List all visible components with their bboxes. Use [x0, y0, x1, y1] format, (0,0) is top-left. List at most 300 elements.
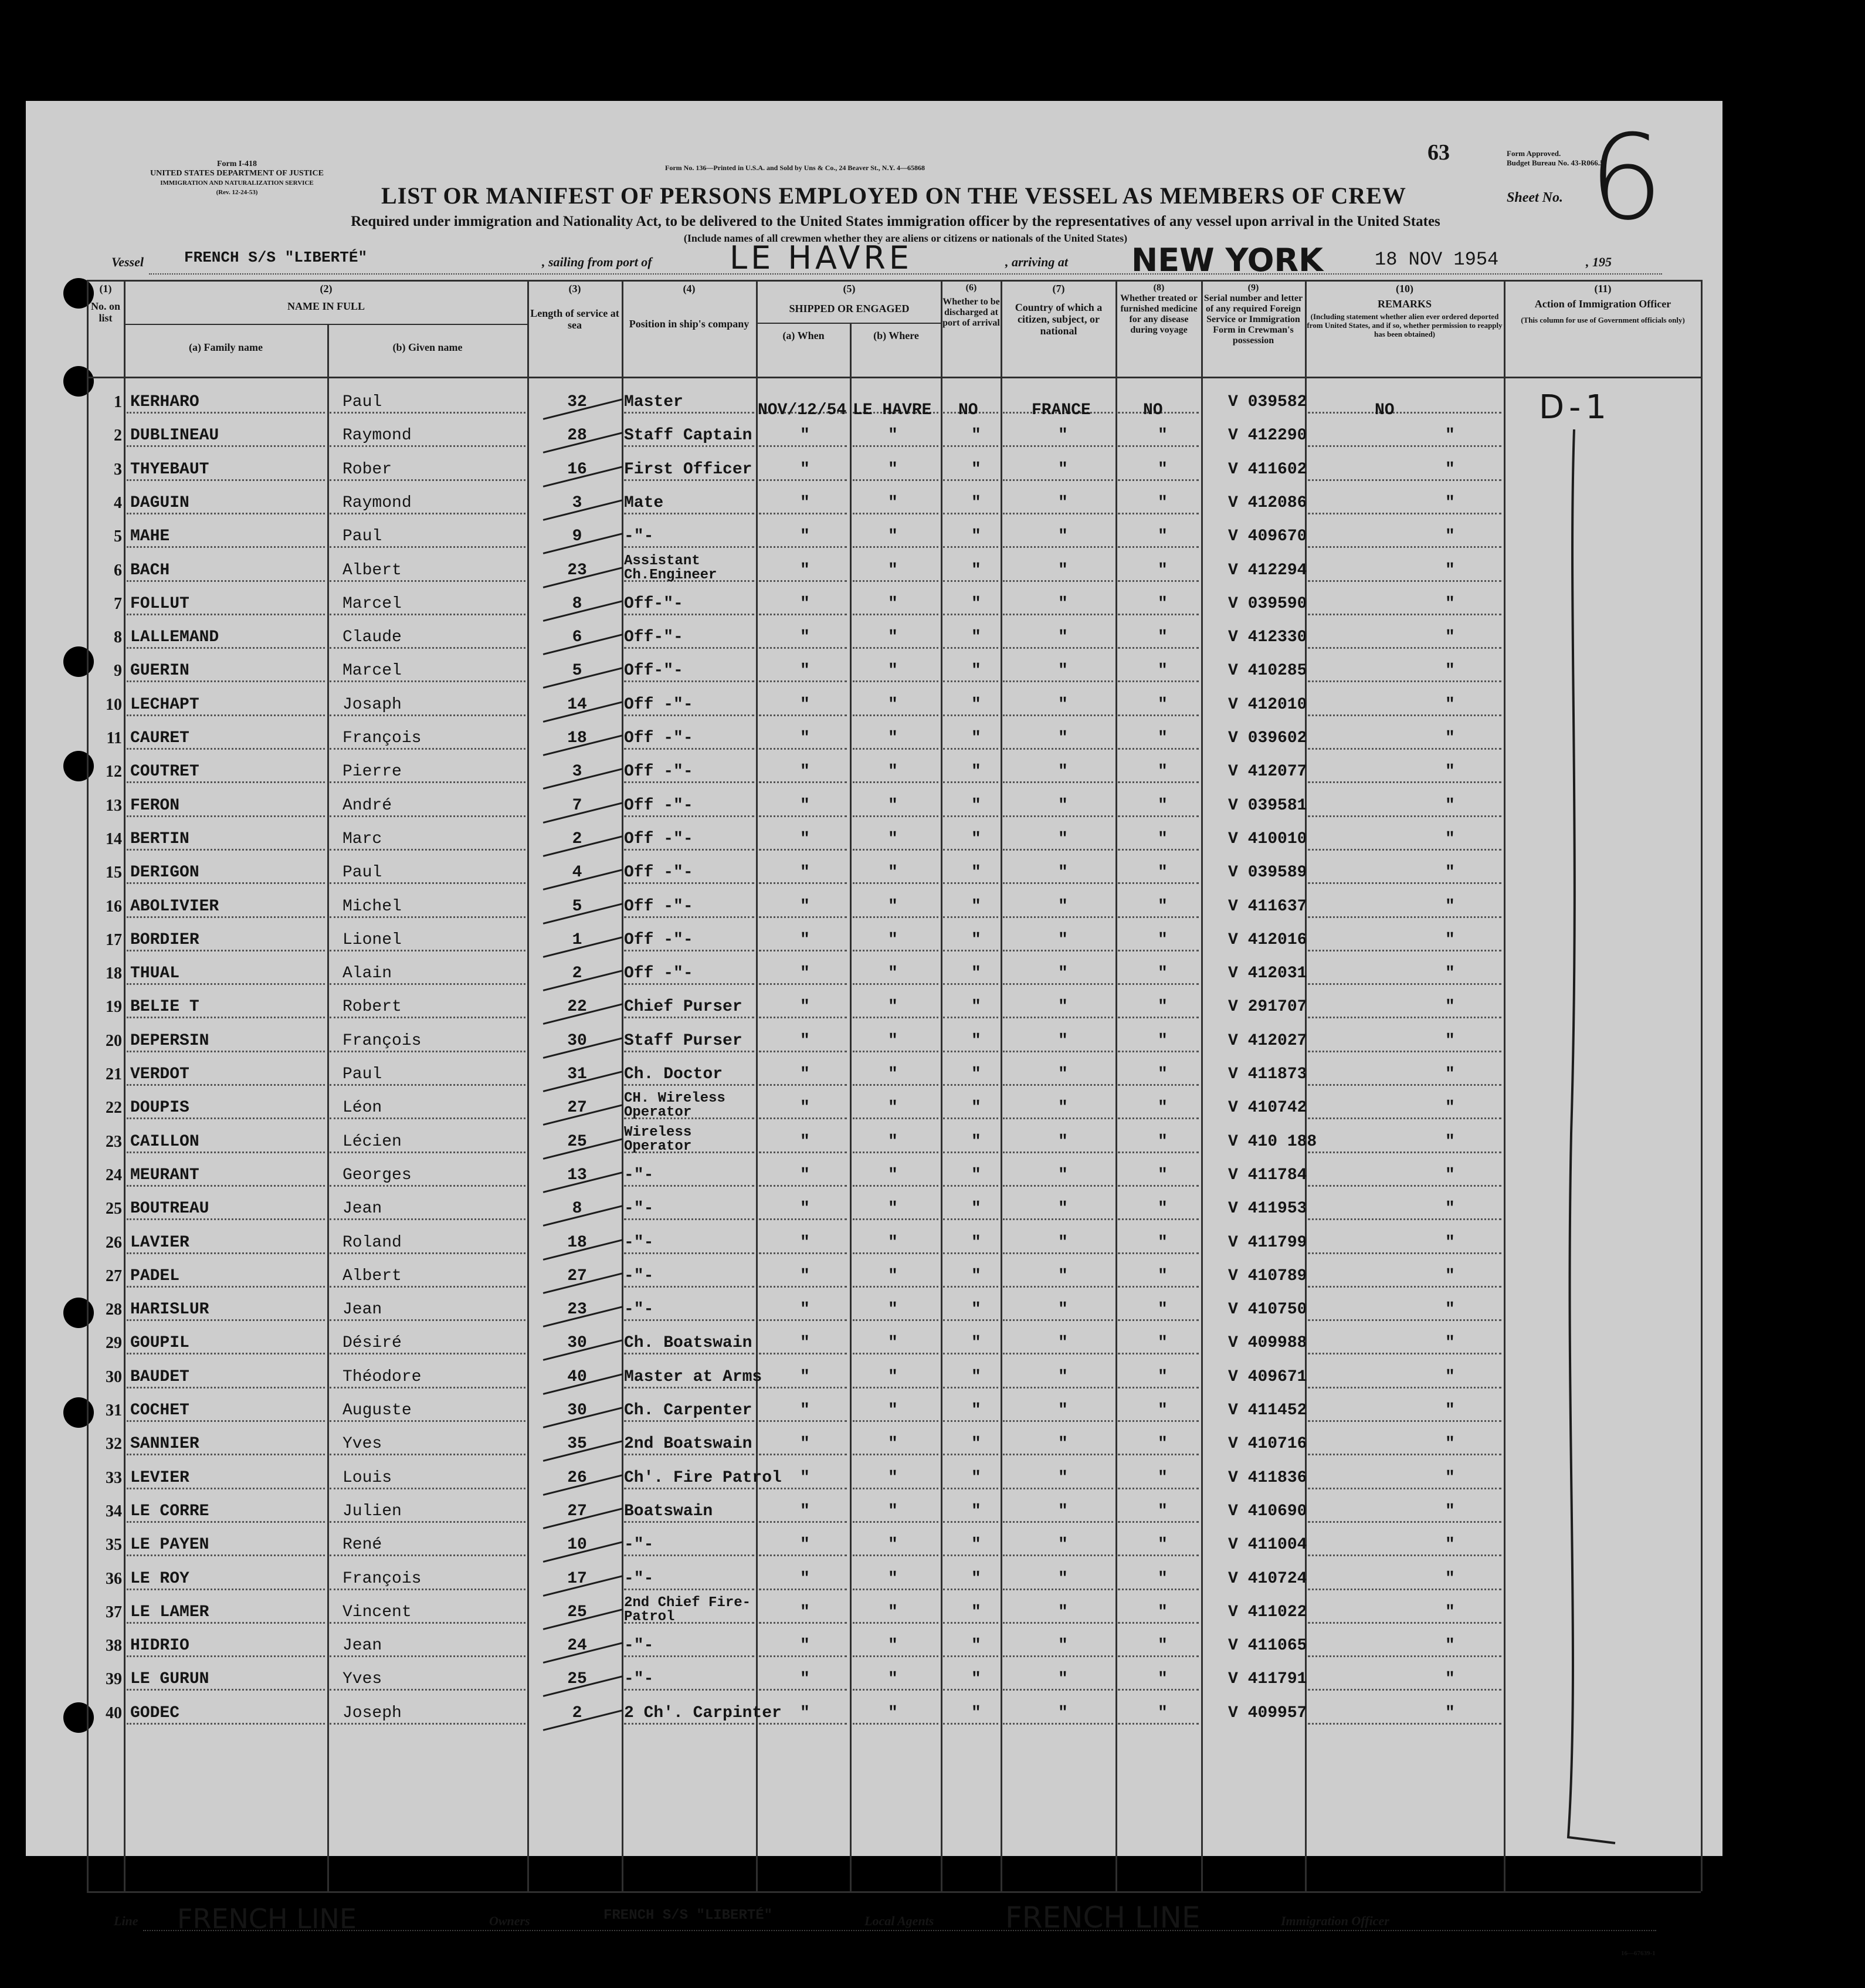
family-name: KERHARO	[130, 393, 199, 411]
given-name: Paul	[343, 863, 382, 882]
row-guide-line	[1118, 950, 1199, 951]
row-guide-line	[759, 882, 847, 884]
row-guide-line	[624, 546, 754, 548]
row-guide-line	[759, 1420, 847, 1422]
ditto-mark: "	[1058, 1670, 1068, 1689]
row-guide-line	[1308, 445, 1501, 447]
given-name: Marcel	[343, 594, 402, 613]
col-title: Whether to be discharged at port of arrival	[942, 297, 1000, 328]
row-guide-line	[127, 882, 325, 884]
table-row	[26, 990, 1722, 1024]
ditto-mark: "	[1058, 1536, 1068, 1554]
col-header-discharged	[942, 283, 1000, 328]
family-name: ABOLIVIER	[130, 897, 219, 916]
serial-number: V 409957	[1228, 1703, 1307, 1722]
given-name: Claude	[343, 628, 402, 647]
row-guide-line	[330, 1521, 525, 1523]
row-guide-line	[330, 680, 525, 682]
row-guide-line	[853, 1454, 938, 1455]
ditto-mark: "	[1445, 493, 1455, 512]
row-guide-line	[624, 983, 754, 985]
ditto-mark: "	[1158, 964, 1168, 983]
row-guide-line	[943, 983, 998, 985]
row-guide-line	[943, 1521, 998, 1523]
row-guide-line	[1118, 580, 1199, 582]
family-name: BERTIN	[130, 829, 189, 848]
row-guide-line	[624, 1589, 754, 1590]
row-number: 23	[106, 1132, 122, 1151]
crew-manifest-document	[26, 101, 1722, 1957]
given-name: Léon	[343, 1099, 382, 1117]
row-guide-line	[759, 983, 847, 985]
ditto-mark: "	[888, 1401, 898, 1420]
ditto-mark: "	[1445, 1603, 1455, 1621]
serial-number: V 411953	[1228, 1200, 1307, 1218]
ditto-mark: "	[1158, 662, 1168, 680]
row-guide-line	[624, 479, 754, 481]
row-guide-line	[1003, 950, 1113, 951]
serial-number: V 412086	[1228, 493, 1307, 512]
ditto-mark: "	[1158, 1301, 1168, 1319]
ditto-mark: "	[1158, 1670, 1168, 1689]
row-guide-line	[759, 1218, 847, 1220]
row-guide-line	[1003, 1319, 1113, 1321]
row-number: 31	[106, 1401, 122, 1420]
row-guide-line	[127, 1084, 325, 1086]
col-header-country	[1002, 283, 1115, 337]
shipped-where-value: LE HAVRE	[853, 401, 932, 419]
table-row	[26, 855, 1722, 889]
ditto-mark: "	[1445, 1031, 1455, 1050]
row-guide-line	[943, 1622, 998, 1624]
row-guide-line	[1308, 1689, 1501, 1691]
ditto-mark: "	[800, 1166, 810, 1184]
row-guide-line	[127, 1185, 325, 1187]
row-guide-line	[759, 580, 847, 582]
family-name: HARISLUR	[130, 1301, 209, 1319]
row-guide-line	[127, 781, 325, 783]
ditto-mark: "	[1445, 1099, 1455, 1117]
ditto-mark: "	[888, 1099, 898, 1117]
row-number: 27	[106, 1266, 122, 1285]
length-of-service: 2	[572, 964, 582, 983]
ditto-mark: "	[1058, 628, 1068, 647]
form-number: Form I-418	[216, 160, 257, 168]
ditto-mark: "	[800, 998, 810, 1017]
row-guide-line	[943, 1387, 998, 1388]
position: Chief Purser	[624, 998, 742, 1017]
family-name: THYEBAUT	[130, 460, 209, 479]
row-guide-line	[759, 781, 847, 783]
row-guide-line	[330, 1117, 525, 1119]
row-guide-line	[943, 1017, 998, 1018]
ditto-mark: "	[1445, 930, 1455, 949]
ditto-mark: "	[971, 1502, 981, 1520]
row-guide-line	[943, 1488, 998, 1489]
row-guide-line	[624, 1387, 754, 1388]
ditto-mark: "	[1445, 964, 1455, 983]
col-header-no	[88, 283, 123, 324]
row-number: 10	[106, 695, 122, 714]
length-of-service: 26	[567, 1468, 587, 1487]
row-guide-line	[330, 815, 525, 817]
row-guide-line	[1308, 412, 1501, 414]
serial-number: V 410690	[1228, 1502, 1307, 1520]
ditto-mark: "	[1158, 1536, 1168, 1554]
given-name: Yves	[343, 1670, 382, 1689]
given-name: Théodore	[343, 1367, 422, 1386]
row-guide-line	[943, 1454, 998, 1455]
row-number: 30	[106, 1367, 122, 1386]
row-guide-line	[853, 1554, 938, 1556]
given-name: Pierre	[343, 763, 402, 781]
row-guide-line	[853, 983, 938, 985]
row-guide-line	[853, 1353, 938, 1354]
row-guide-line	[624, 1488, 754, 1489]
serial-number: V 411784	[1228, 1166, 1307, 1184]
row-guide-line	[1003, 1655, 1113, 1657]
row-guide-line	[1003, 1117, 1113, 1119]
country-value: FRANCE	[1032, 401, 1091, 419]
row-guide-line	[1118, 1017, 1199, 1018]
row-guide-line	[1003, 445, 1113, 447]
ditto-mark: "	[1445, 1569, 1455, 1588]
serial-number: V 410724	[1228, 1569, 1307, 1588]
row-number: 35	[106, 1536, 122, 1554]
ditto-mark: "	[1445, 1536, 1455, 1554]
position: Off -"-	[624, 763, 693, 781]
row-guide-line	[759, 479, 847, 481]
length-of-service: 2	[572, 1703, 582, 1722]
ditto-mark: "	[1445, 796, 1455, 815]
ditto-mark: "	[888, 1200, 898, 1218]
row-number: 32	[106, 1435, 122, 1454]
arriving-label: , arriving at	[1005, 255, 1068, 269]
ditto-mark: "	[888, 763, 898, 781]
row-guide-line	[943, 647, 998, 649]
ditto-mark: "	[971, 1401, 981, 1420]
family-name: LAVIER	[130, 1233, 189, 1252]
ditto-mark: "	[1058, 930, 1068, 949]
table-row	[26, 653, 1722, 687]
given-name: Julien	[343, 1502, 402, 1520]
ditto-mark: "	[1445, 998, 1455, 1017]
col-header-remarks	[1307, 283, 1503, 338]
ditto-mark: "	[971, 426, 981, 445]
shipped-subheader-rule	[756, 323, 941, 324]
family-name: LE ROY	[130, 1569, 189, 1588]
row-guide-line	[943, 1051, 998, 1052]
row-guide-line	[943, 1589, 998, 1590]
row-number: 11	[106, 729, 122, 747]
ditto-mark: "	[800, 1233, 810, 1252]
row-guide-line	[127, 1420, 325, 1422]
footer-underline	[143, 1930, 1656, 1931]
ditto-mark: "	[971, 1367, 981, 1386]
ditto-mark: "	[800, 1065, 810, 1083]
position: Master	[624, 393, 683, 411]
table-row	[26, 1662, 1722, 1696]
row-guide-line	[1308, 479, 1501, 481]
ditto-mark: "	[1158, 1367, 1168, 1386]
action-bracket-mark	[1551, 429, 1621, 1872]
ditto-mark: "	[971, 1301, 981, 1319]
row-guide-line	[853, 1488, 938, 1489]
ditto-mark: "	[1158, 897, 1168, 916]
row-guide-line	[1003, 882, 1113, 884]
row-guide-line	[624, 614, 754, 615]
given-name: Vincent	[343, 1603, 412, 1621]
ditto-mark: "	[971, 863, 981, 882]
row-guide-line	[127, 1554, 325, 1556]
length-of-service: 30	[567, 1401, 587, 1420]
row-guide-line	[759, 1051, 847, 1052]
owners-label: Owners	[489, 1914, 530, 1928]
row-guide-line	[1003, 1218, 1113, 1220]
ditto-mark: "	[1058, 829, 1068, 848]
row-guide-line	[330, 1152, 525, 1153]
given-name: Auguste	[343, 1401, 412, 1420]
row-guide-line	[943, 680, 998, 682]
row-guide-line	[1118, 680, 1199, 682]
line-value: FRENCH LINE	[177, 1903, 357, 1935]
row-guide-line	[1118, 1152, 1199, 1153]
ditto-mark: "	[1058, 662, 1068, 680]
row-guide-line	[127, 916, 325, 918]
row-guide-line	[1118, 1252, 1199, 1254]
length-of-service: 14	[567, 695, 587, 714]
row-guide-line	[127, 849, 325, 851]
family-name: VERDOT	[130, 1065, 189, 1083]
family-name: CAURET	[130, 729, 189, 747]
serial-number: V 411452	[1228, 1401, 1307, 1420]
family-name: DOUPIS	[130, 1099, 189, 1117]
row-guide-line	[1308, 1252, 1501, 1254]
ditto-mark: "	[971, 1569, 981, 1588]
row-guide-line	[1308, 1521, 1501, 1523]
ditto-mark: "	[971, 829, 981, 848]
ditto-mark: "	[1445, 1401, 1455, 1420]
ditto-mark: "	[888, 1065, 898, 1083]
row-guide-line	[624, 815, 754, 817]
table-row	[26, 1427, 1722, 1461]
row-guide-line	[1118, 916, 1199, 918]
row-guide-line	[127, 1353, 325, 1354]
ditto-mark: "	[1445, 426, 1455, 445]
ditto-mark: "	[1445, 1502, 1455, 1520]
line-label: Line	[114, 1914, 138, 1928]
row-guide-line	[624, 748, 754, 750]
row-guide-line	[624, 1655, 754, 1657]
ditto-mark: "	[1058, 998, 1068, 1017]
row-guide-line	[1118, 1655, 1199, 1657]
ditto-mark: "	[971, 1468, 981, 1487]
page-number: 63	[1427, 140, 1450, 165]
department: UNITED STATES DEPARTMENT OF JUSTICE	[150, 169, 324, 178]
row-guide-line	[127, 1218, 325, 1220]
row-guide-line	[1003, 513, 1113, 514]
family-name: COCHET	[130, 1401, 189, 1420]
row-guide-line	[624, 1521, 754, 1523]
row-number: 3	[114, 460, 122, 479]
row-guide-line	[1003, 580, 1113, 582]
row-number: 8	[114, 628, 122, 647]
ditto-mark: "	[800, 964, 810, 983]
ditto-mark: "	[1445, 829, 1455, 848]
family-name: FOLLUT	[130, 594, 189, 613]
ditto-mark: "	[1158, 998, 1168, 1017]
col-header-medicine	[1117, 283, 1201, 336]
table-row	[26, 956, 1722, 990]
ditto-mark: "	[1158, 527, 1168, 546]
position: -"-	[624, 1637, 654, 1655]
table-row	[26, 620, 1722, 654]
col-num: (3)	[568, 283, 581, 294]
row-guide-line	[1003, 614, 1113, 615]
row-guide-line	[759, 680, 847, 682]
row-guide-line	[853, 1084, 938, 1086]
serial-number: V 411836	[1228, 1468, 1307, 1487]
col-title: Whether treated or furnished medicine for any disease during voyage	[1120, 293, 1198, 335]
footer-code: 16—67639-1	[1621, 1950, 1656, 1957]
ditto-mark: "	[1058, 796, 1068, 815]
row-guide-line	[1003, 1051, 1113, 1052]
row-guide-line	[1118, 1286, 1199, 1288]
ditto-mark: "	[888, 1536, 898, 1554]
row-guide-line	[853, 714, 938, 716]
row-guide-line	[1118, 1589, 1199, 1590]
position: Boatswain	[624, 1502, 713, 1520]
length-of-service: 17	[567, 1569, 587, 1588]
row-guide-line	[1118, 714, 1199, 716]
ditto-mark: "	[971, 1065, 981, 1083]
ditto-mark: "	[888, 1166, 898, 1184]
ditto-mark: "	[800, 1637, 810, 1655]
row-guide-line	[330, 1051, 525, 1052]
row-guide-line	[1003, 983, 1113, 985]
table-row	[26, 754, 1722, 788]
ditto-mark: "	[1158, 1266, 1168, 1285]
ditto-mark: "	[971, 964, 981, 983]
row-guide-line	[853, 849, 938, 851]
ditto-mark: "	[1445, 695, 1455, 714]
ditto-mark: "	[888, 964, 898, 983]
row-guide-line	[330, 1185, 525, 1187]
row-guide-line	[1003, 647, 1113, 649]
given-name: Marcel	[343, 662, 402, 680]
vessel-name: FRENCH S/S "LIBERTÉ"	[184, 249, 368, 266]
length-of-service: 25	[567, 1670, 587, 1689]
row-number: 29	[106, 1334, 122, 1353]
row-number: 24	[106, 1166, 122, 1184]
ditto-mark: "	[1158, 729, 1168, 747]
row-guide-line	[1118, 1622, 1199, 1624]
ditto-mark: "	[800, 1502, 810, 1520]
family-name: BELIE T	[130, 998, 199, 1017]
ditto-mark: "	[1058, 964, 1068, 983]
table-row	[26, 1595, 1722, 1629]
ditto-mark: "	[971, 1233, 981, 1252]
revision: (Rev. 12-24-53)	[216, 189, 258, 196]
length-of-service: 2	[572, 829, 582, 848]
ditto-mark: "	[1158, 1065, 1168, 1083]
ditto-mark: "	[1058, 493, 1068, 512]
row-guide-line	[330, 445, 525, 447]
ditto-mark: "	[971, 1266, 981, 1285]
row-guide-line	[943, 445, 998, 447]
length-of-service: 7	[572, 796, 582, 815]
ditto-mark: "	[1058, 1166, 1068, 1184]
serial-number: V 412031	[1228, 964, 1307, 983]
row-guide-line	[1308, 1185, 1501, 1187]
row-number: 21	[106, 1065, 122, 1083]
ditto-mark: "	[800, 426, 810, 445]
row-number: 18	[106, 964, 122, 983]
ditto-mark: "	[888, 829, 898, 848]
row-guide-line	[943, 1353, 998, 1354]
given-name: Alain	[343, 964, 392, 983]
row-guide-line	[853, 950, 938, 951]
ditto-mark: "	[1445, 863, 1455, 882]
ditto-mark: "	[1058, 1132, 1068, 1151]
row-guide-line	[624, 445, 754, 447]
row-guide-line	[1118, 647, 1199, 649]
row-guide-line	[853, 1387, 938, 1388]
row-guide-line	[127, 1488, 325, 1489]
given-name: François	[343, 1569, 422, 1588]
row-guide-line	[330, 1689, 525, 1691]
given-name: Raymond	[343, 426, 412, 445]
table-row	[26, 587, 1722, 621]
row-guide-line	[853, 1152, 938, 1153]
row-guide-line	[1118, 1723, 1199, 1725]
ditto-mark: "	[800, 829, 810, 848]
row-guide-line	[759, 748, 847, 750]
given-name: Roland	[343, 1233, 402, 1252]
family-name: LECHAPT	[130, 695, 199, 714]
length-of-service: 23	[567, 1301, 587, 1319]
table-row	[26, 1191, 1722, 1225]
family-name: FERON	[130, 796, 180, 815]
row-number: 26	[106, 1233, 122, 1252]
ditto-mark: "	[800, 796, 810, 815]
row-guide-line	[943, 1420, 998, 1422]
given-name: Jean	[343, 1637, 382, 1655]
row-guide-line	[759, 714, 847, 716]
position: Off -"-	[624, 964, 693, 983]
ditto-mark: "	[971, 527, 981, 546]
col-title: Length of service at sea	[530, 307, 619, 331]
ditto-mark: "	[1158, 1233, 1168, 1252]
table-row	[26, 1259, 1722, 1293]
row-guide-line	[330, 479, 525, 481]
position: -"-	[624, 1569, 654, 1588]
ditto-mark: "	[1158, 1703, 1168, 1722]
row-guide-line	[624, 1554, 754, 1556]
row-guide-line	[127, 1252, 325, 1254]
row-guide-line	[759, 1252, 847, 1254]
row-guide-line	[330, 1353, 525, 1354]
given-name: René	[343, 1536, 382, 1554]
row-guide-line	[943, 1084, 998, 1086]
ditto-mark: "	[800, 460, 810, 479]
row-guide-line	[943, 714, 998, 716]
row-guide-line	[943, 1655, 998, 1657]
row-guide-line	[330, 1589, 525, 1590]
position: Staff Purser	[624, 1031, 742, 1050]
serial-number: V 411065	[1228, 1637, 1307, 1655]
ditto-mark: "	[888, 594, 898, 613]
